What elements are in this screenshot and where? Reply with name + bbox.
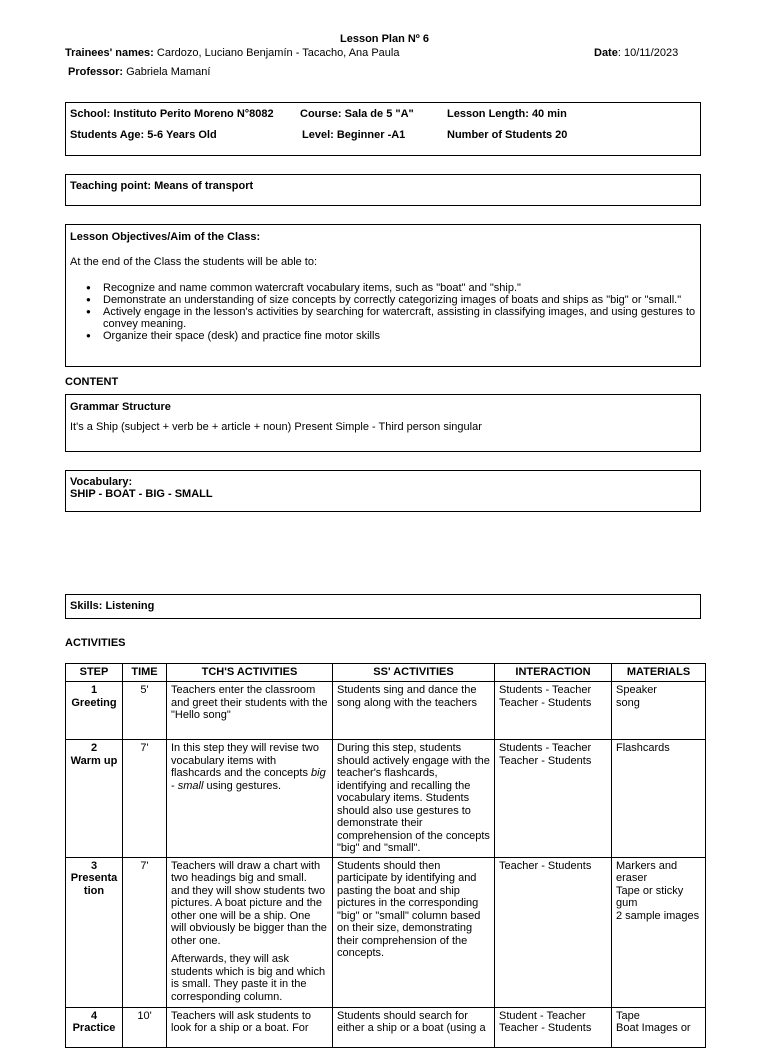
column-header-materials: MATERIALS (612, 664, 706, 682)
column-header-time: TIME (123, 664, 167, 682)
materials-cell: Markers and eraser Tape or sticky gum 2 sample images (612, 857, 706, 1007)
table-row (66, 1007, 706, 1047)
step-cell: 3 Presenta tion (66, 857, 123, 1007)
skills-text: Skills: Listening (70, 600, 155, 612)
time-cell: 10' (123, 1007, 167, 1047)
teacher-activity-cell: In this step they will revise two vocabulary items with flashcards and the concepts big - small using gestures. (167, 740, 333, 858)
activities-heading: ACTIVITIES (65, 637, 126, 649)
step-cell: 4 Practice (66, 1007, 123, 1047)
document-title: Lesson Plan Nº 6 (340, 33, 429, 45)
date-line (594, 47, 678, 60)
step-cell: 2 Warm up (66, 740, 123, 858)
interaction-cell: Students - Teacher Teacher - Students (495, 740, 612, 858)
students-activity-cell: During this step, students should actively engage with the teacher's flashcards, identifying and recalling the vocabulary items. Students should also use gestures to demonstrate their comprehension of the concepts "big" and "small". (333, 740, 495, 858)
level-field: Level: Beginner -A1 (302, 129, 406, 141)
grammar-text: It's a Ship (subject + verb be + article + noun) Present Simple - Third person singular (70, 421, 482, 433)
table-header-row (66, 664, 706, 682)
grammar-heading: Grammar Structure (70, 401, 171, 413)
objectives-list (86, 282, 696, 342)
vocabulary-items: SHIP - BOAT - BIG - SMALL (70, 488, 213, 500)
content-heading: CONTENT (65, 376, 119, 388)
teacher-activity-cell: Teachers will draw a chart with two headings big and small. and they will show students two pictures. A boat picture and the other one will be a ship. One will obviously be bigger than the other one. Afterwards, they will ask students which is big and which is small. They paste it in the corresponding column. (167, 857, 333, 1007)
date-value: : 10/11/2023 (617, 47, 679, 59)
step-cell: 1 Greeting (66, 682, 123, 740)
column-header-interaction: INTERACTION (495, 664, 612, 682)
professor-value: Gabriela Mamaní (126, 66, 211, 78)
materials-cell: Speaker song (612, 682, 706, 740)
skills-box (65, 594, 701, 619)
professor-label: Professor: (68, 66, 124, 78)
teaching-point: Teaching point: Means of transport (70, 180, 254, 192)
students-age-field: Students Age: 5-6 Years Old (70, 129, 217, 141)
professor-line (68, 66, 210, 79)
objective-item: ● Actively engage in the lesson's activities by searching for watercraft, assisting in classifying images, and using gestures to convey meaning. (86, 306, 696, 330)
interaction-cell: Teacher - Students (495, 857, 612, 1007)
interaction-cell: Students - Teacher Teacher - Students (495, 682, 612, 740)
trainees-label: Trainees' names: (65, 47, 154, 59)
column-header-tch-activities: TCH'S ACTIVITIES (167, 664, 333, 682)
objective-item: ● Organize their space (desk) and practice fine motor skills (86, 330, 696, 342)
table-row (66, 682, 706, 740)
school-field: School: Instituto Perito Moreno N°8082 (70, 108, 274, 120)
table-row (66, 857, 706, 1007)
time-cell: 5' (123, 682, 167, 740)
trainees-line (65, 47, 399, 60)
column-header-step: STEP (66, 664, 123, 682)
students-activity-cell: Students sing and dance the song along with the teachers (333, 682, 495, 740)
students-activity-cell: Students should then participate by identifying and pasting the boat and ship pictures in the corresponding "big" or "small" column based on their size, demonstrating their comprehension of the concepts. (333, 857, 495, 1007)
time-cell: 7' (123, 857, 167, 1007)
objectives-heading: Lesson Objectives/Aim of the Class: (70, 231, 261, 243)
trainees-value: Cardozo, Luciano Benjamín - Tacacho, Ana Paula (156, 47, 400, 59)
course-field: Course: Sala de 5 "A" (300, 108, 414, 120)
column-header-ss-activities: SS' ACTIVITIES (333, 664, 495, 682)
teacher-activity-cell: Teachers enter the classroom and greet their students with the "Hello song" (167, 682, 333, 740)
students-activity-cell: Students should search for either a ship or a boat (using a (333, 1007, 495, 1047)
lesson-length-field: Lesson Length: 40 min (447, 108, 567, 120)
materials-cell: Flashcards (612, 740, 706, 858)
teacher-activity-cell: Teachers will ask students to look for a ship or a boat. For (167, 1007, 333, 1047)
date-label: Date (594, 47, 618, 59)
table-row (66, 740, 706, 858)
interaction-cell: Student - Teacher Teacher - Students (495, 1007, 612, 1047)
objective-item: ● Recognize and name common watercraft vocabulary items, such as "boat" and "ship." (86, 282, 696, 294)
materials-cell: Tape Boat Images or (612, 1007, 706, 1047)
objectives-intro: At the end of the Class the students will be able to: (70, 256, 318, 268)
time-cell: 7' (123, 740, 167, 858)
number-of-students-field: Number of Students 20 (447, 129, 568, 141)
activities-table (65, 663, 706, 1048)
vocabulary-heading: Vocabulary: (70, 476, 133, 488)
objective-item: ● Demonstrate an understanding of size concepts by correctly categorizing images of boats and ships as "big" or "small." (86, 294, 696, 306)
